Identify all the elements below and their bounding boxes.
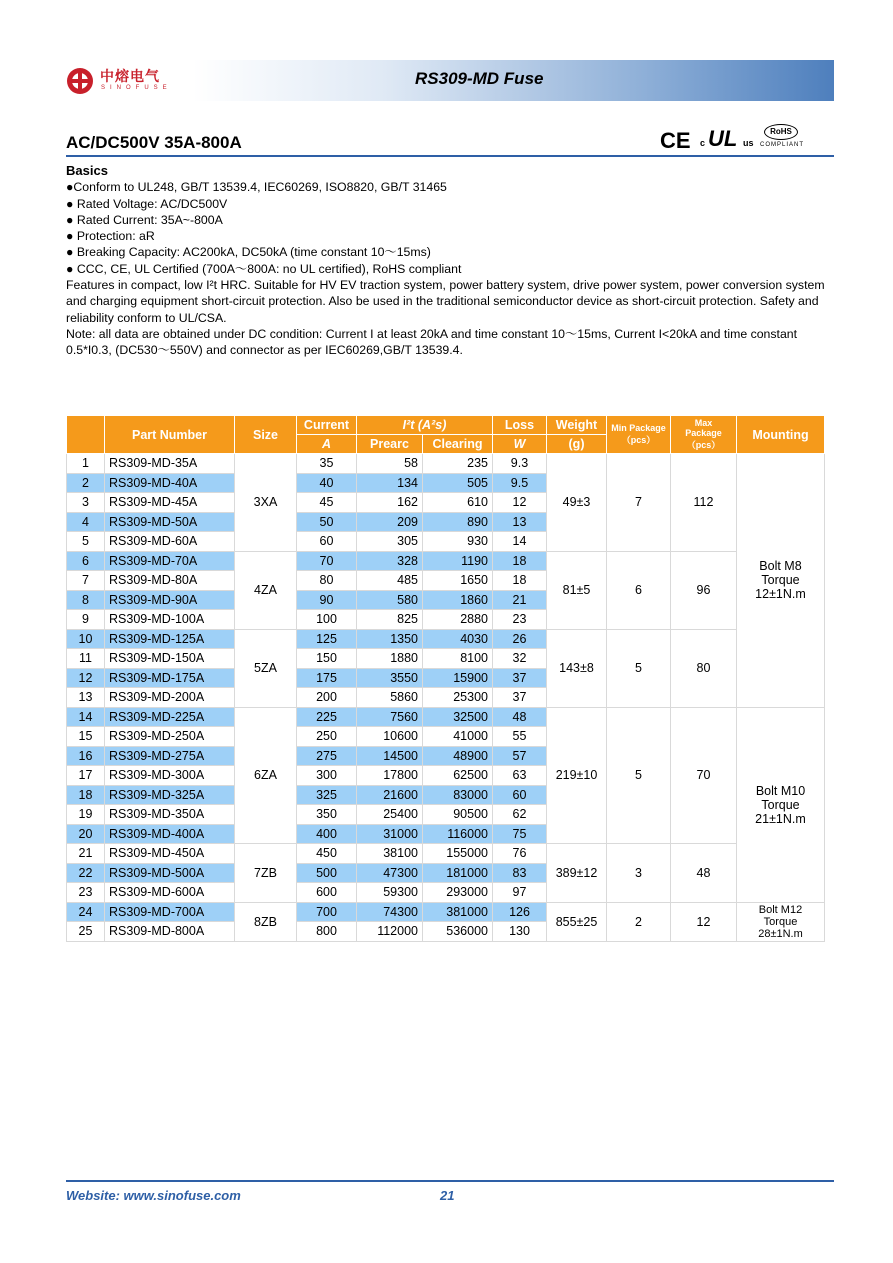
size-cell: 5ZA — [235, 629, 297, 707]
page-number: 21 — [440, 1188, 455, 1203]
clearing-cell: 8100 — [423, 649, 493, 669]
row-number: 11 — [67, 649, 105, 669]
loss-cell: 130 — [493, 922, 547, 942]
row-number: 21 — [67, 844, 105, 864]
min-cell: 5 — [607, 629, 671, 707]
header-min-package — [607, 416, 671, 454]
header-i2t: I²t (A²s) — [357, 416, 493, 435]
prearc-cell: 1880 — [357, 649, 423, 669]
current-cell: 300 — [297, 766, 357, 786]
current-cell: 50 — [297, 512, 357, 532]
header-part-number: Part Number — [105, 416, 235, 454]
current-cell: 275 — [297, 746, 357, 766]
max-cell: 112 — [671, 454, 737, 552]
row-number: 23 — [67, 883, 105, 903]
size-cell: 3XA — [235, 454, 297, 552]
table-row — [67, 844, 825, 864]
mounting-line: 12±1N.m — [755, 587, 806, 602]
spec-table — [66, 415, 825, 942]
loss-cell: 9.5 — [493, 473, 547, 493]
note-paragraph: Note: all data are obtained under DC condition: Current I at least 20kA and time constant 10～15ms, Current I<20kA and time constant 0.5*I0.3, (DC530～550V) and connector as per IEC60269,GB/T 13539.4. — [66, 326, 798, 358]
prearc-cell: 14500 — [357, 746, 423, 766]
clearing-cell: 1190 — [423, 551, 493, 571]
loss-cell: 48 — [493, 707, 547, 727]
rohs-mark-icon: RoHS — [764, 124, 798, 140]
loss-cell: 55 — [493, 727, 547, 747]
part-number-cell: RS309-MD-400A — [105, 824, 235, 844]
clearing-cell: 116000 — [423, 824, 493, 844]
max-cell: 96 — [671, 551, 737, 629]
basics-line: ● Protection: aR — [66, 229, 155, 244]
prearc-cell: 31000 — [357, 824, 423, 844]
prearc-cell: 1350 — [357, 629, 423, 649]
size-cell: 6ZA — [235, 707, 297, 844]
prearc-cell: 134 — [357, 473, 423, 493]
loss-cell: 37 — [493, 688, 547, 708]
current-cell: 60 — [297, 532, 357, 552]
mounting-cell — [737, 454, 825, 708]
part-number-cell: RS309-MD-50A — [105, 512, 235, 532]
basics-heading: Basics — [66, 163, 108, 178]
clearing-cell: 48900 — [423, 746, 493, 766]
current-cell: 80 — [297, 571, 357, 591]
loss-cell: 12 — [493, 493, 547, 513]
c-mark: c — [700, 138, 706, 148]
max-cell: 80 — [671, 629, 737, 707]
features-paragraph: Features in compact, low I²t HRC. Suitable for HV EV traction system, power battery system, drive power system, power conversion system and charging equipment short-circuit protection. Also be used in the traditional semiconductor device as short-circuit protection. Safety and reliability conform to UL/CSA. — [66, 278, 825, 325]
row-number: 9 — [67, 610, 105, 630]
prearc-cell: 485 — [357, 571, 423, 591]
loss-cell: 9.3 — [493, 454, 547, 474]
clearing-cell: 32500 — [423, 707, 493, 727]
part-number-cell: RS309-MD-500A — [105, 863, 235, 883]
header-clearing: Clearing — [423, 435, 493, 454]
current-cell: 600 — [297, 883, 357, 903]
prearc-cell: 10600 — [357, 727, 423, 747]
weight-cell: 143±8 — [547, 629, 607, 707]
prearc-cell: 825 — [357, 610, 423, 630]
mounting-line: Bolt M10 — [755, 783, 806, 798]
weight-cell: 389±12 — [547, 844, 607, 903]
header-min-package-label: Min Package — [611, 423, 666, 433]
weight-cell: 81±5 — [547, 551, 607, 629]
current-cell: 175 — [297, 668, 357, 688]
clearing-cell: 2880 — [423, 610, 493, 630]
clearing-cell: 62500 — [423, 766, 493, 786]
prearc-cell: 209 — [357, 512, 423, 532]
header-weight: Weight — [547, 416, 607, 435]
loss-cell: 97 — [493, 883, 547, 903]
ce-mark-icon: CE — [660, 128, 691, 153]
row-number: 19 — [67, 805, 105, 825]
loss-cell: 126 — [493, 902, 547, 922]
max-cell: 70 — [671, 707, 737, 844]
loss-cell: 60 — [493, 785, 547, 805]
clearing-cell: 610 — [423, 493, 493, 513]
table-row — [67, 454, 825, 474]
loss-cell: 76 — [493, 844, 547, 864]
prearc-cell: 305 — [357, 532, 423, 552]
prearc-cell: 74300 — [357, 902, 423, 922]
part-number-cell: RS309-MD-35A — [105, 454, 235, 474]
part-number-cell: RS309-MD-200A — [105, 688, 235, 708]
row-number: 7 — [67, 571, 105, 591]
clearing-cell: 505 — [423, 473, 493, 493]
prearc-cell: 112000 — [357, 922, 423, 942]
clearing-cell: 25300 — [423, 688, 493, 708]
footer-website: Website: www.sinofuse.com — [66, 1188, 241, 1203]
clearing-cell: 890 — [423, 512, 493, 532]
max-cell: 48 — [671, 844, 737, 903]
row-number: 13 — [67, 688, 105, 708]
part-number-cell: RS309-MD-40A — [105, 473, 235, 493]
row-number: 1 — [67, 454, 105, 474]
part-number-cell: RS309-MD-90A — [105, 590, 235, 610]
part-number-cell: RS309-MD-450A — [105, 844, 235, 864]
sinofuse-logo-icon — [66, 64, 100, 98]
prearc-cell: 47300 — [357, 863, 423, 883]
min-cell: 7 — [607, 454, 671, 552]
clearing-cell: 235 — [423, 454, 493, 474]
part-number-cell: RS309-MD-600A — [105, 883, 235, 903]
header-min-package-unit: （pcs） — [621, 435, 656, 445]
current-cell: 70 — [297, 551, 357, 571]
row-number: 25 — [67, 922, 105, 942]
part-number-cell: RS309-MD-175A — [105, 668, 235, 688]
part-number-cell: RS309-MD-45A — [105, 493, 235, 513]
part-number-cell: RS309-MD-80A — [105, 571, 235, 591]
size-cell: 4ZA — [235, 551, 297, 629]
row-number: 20 — [67, 824, 105, 844]
loss-cell: 21 — [493, 590, 547, 610]
mounting-line: Bolt M8 — [759, 559, 802, 574]
loss-cell: 23 — [493, 610, 547, 630]
min-cell: 3 — [607, 844, 671, 903]
clearing-cell: 4030 — [423, 629, 493, 649]
current-cell: 125 — [297, 629, 357, 649]
row-number: 24 — [67, 902, 105, 922]
prearc-cell: 328 — [357, 551, 423, 571]
table-row — [67, 629, 825, 649]
clearing-cell: 15900 — [423, 668, 493, 688]
header-max-package-label: Package — [685, 428, 722, 438]
header-prearc: Prearc — [357, 435, 423, 454]
current-cell: 325 — [297, 785, 357, 805]
product-title: RS309-MD Fuse — [415, 69, 544, 88]
part-number-cell: RS309-MD-125A — [105, 629, 235, 649]
max-cell: 12 — [671, 902, 737, 941]
header-current-unit: A — [297, 435, 357, 454]
loss-cell: 26 — [493, 629, 547, 649]
header-size: Size — [235, 416, 297, 454]
mounting-line: Bolt M12 — [758, 903, 803, 916]
mounting-line: 28±1N.m — [758, 927, 803, 940]
header-max-package-unit: （pcs） — [686, 440, 721, 450]
prearc-cell: 59300 — [357, 883, 423, 903]
part-number-cell: RS309-MD-60A — [105, 532, 235, 552]
basics-line: ● CCC, CE, UL Certified (700A～800A: no UL certified), RoHS compliant — [66, 261, 462, 276]
header-weight-unit: (g) — [547, 435, 607, 454]
weight-cell: 855±25 — [547, 902, 607, 941]
title-divider — [66, 155, 834, 157]
current-cell: 225 — [297, 707, 357, 727]
part-number-cell: RS309-MD-300A — [105, 766, 235, 786]
current-cell: 500 — [297, 863, 357, 883]
part-number-cell: RS309-MD-275A — [105, 746, 235, 766]
row-number: 17 — [67, 766, 105, 786]
basics-line: ● Rated Current: 35A~-800A — [66, 212, 223, 227]
page-title: AC/DC500V 35A-800A — [66, 133, 242, 152]
brand-name-cn: 中熔电气 — [100, 68, 160, 84]
header-no — [67, 416, 105, 454]
current-cell: 40 — [297, 473, 357, 493]
prearc-cell: 7560 — [357, 707, 423, 727]
clearing-cell: 1650 — [423, 571, 493, 591]
clearing-cell: 1860 — [423, 590, 493, 610]
table-row — [67, 902, 825, 922]
part-number-cell: RS309-MD-700A — [105, 902, 235, 922]
rohs-compliant-text: COMPLIANT — [760, 142, 805, 148]
row-number: 22 — [67, 863, 105, 883]
mounting-line: Torque — [761, 573, 800, 588]
prearc-cell: 5860 — [357, 688, 423, 708]
loss-cell: 18 — [493, 551, 547, 571]
prearc-cell: 3550 — [357, 668, 423, 688]
mounting-line: 21±1N.m — [755, 811, 806, 826]
basics-section — [66, 163, 836, 359]
header-max-package — [671, 416, 737, 454]
clearing-cell: 155000 — [423, 844, 493, 864]
min-cell: 6 — [607, 551, 671, 629]
loss-cell: 83 — [493, 863, 547, 883]
prearc-cell: 38100 — [357, 844, 423, 864]
brand-name-en: SINOFUSE — [101, 85, 172, 91]
loss-cell: 13 — [493, 512, 547, 532]
header-loss-unit: W — [493, 435, 547, 454]
current-cell: 200 — [297, 688, 357, 708]
row-number: 2 — [67, 473, 105, 493]
prearc-cell: 58 — [357, 454, 423, 474]
clearing-cell: 293000 — [423, 883, 493, 903]
loss-cell: 18 — [493, 571, 547, 591]
clearing-cell: 181000 — [423, 863, 493, 883]
ul-mark-icon: UL — [708, 126, 738, 151]
clearing-cell: 930 — [423, 532, 493, 552]
current-cell: 700 — [297, 902, 357, 922]
current-cell: 400 — [297, 824, 357, 844]
mounting-line: Torque — [761, 797, 800, 812]
row-number: 10 — [67, 629, 105, 649]
row-number: 3 — [67, 493, 105, 513]
current-cell: 90 — [297, 590, 357, 610]
prearc-cell: 580 — [357, 590, 423, 610]
row-number: 18 — [67, 785, 105, 805]
prearc-cell: 21600 — [357, 785, 423, 805]
prearc-cell: 162 — [357, 493, 423, 513]
mounting-cell — [737, 707, 825, 902]
header-current: Current — [297, 416, 357, 435]
row-number: 14 — [67, 707, 105, 727]
current-cell: 100 — [297, 610, 357, 630]
header-mounting: Mounting — [737, 416, 825, 454]
weight-cell: 49±3 — [547, 454, 607, 552]
row-number: 5 — [67, 532, 105, 552]
current-cell: 350 — [297, 805, 357, 825]
table-row — [67, 707, 825, 727]
header-max-label: Max — [694, 418, 713, 428]
part-number-cell: RS309-MD-70A — [105, 551, 235, 571]
loss-cell: 37 — [493, 668, 547, 688]
weight-cell: 219±10 — [547, 707, 607, 844]
part-number-cell: RS309-MD-150A — [105, 649, 235, 669]
row-number: 16 — [67, 746, 105, 766]
row-number: 6 — [67, 551, 105, 571]
part-number-cell: RS309-MD-800A — [105, 922, 235, 942]
clearing-cell: 381000 — [423, 902, 493, 922]
header-loss: Loss — [493, 416, 547, 435]
min-cell: 2 — [607, 902, 671, 941]
loss-cell: 75 — [493, 824, 547, 844]
size-cell: 8ZB — [235, 902, 297, 941]
row-number: 4 — [67, 512, 105, 532]
basics-line: ●Conform to UL248, GB/T 13539.4, IEC60269, ISO8820, GB/T 31465 — [66, 180, 447, 195]
loss-cell: 14 — [493, 532, 547, 552]
clearing-cell: 90500 — [423, 805, 493, 825]
loss-cell: 63 — [493, 766, 547, 786]
clearing-cell: 536000 — [423, 922, 493, 942]
basics-line: ● Rated Voltage: AC/DC500V — [66, 196, 228, 211]
part-number-cell: RS309-MD-250A — [105, 727, 235, 747]
row-number: 12 — [67, 668, 105, 688]
clearing-cell: 41000 — [423, 727, 493, 747]
current-cell: 35 — [297, 454, 357, 474]
current-cell: 45 — [297, 493, 357, 513]
prearc-cell: 17800 — [357, 766, 423, 786]
mounting-cell — [737, 902, 825, 941]
loss-cell: 57 — [493, 746, 547, 766]
row-number: 8 — [67, 590, 105, 610]
part-number-cell: RS309-MD-325A — [105, 785, 235, 805]
row-number: 15 — [67, 727, 105, 747]
basics-line: ● Breaking Capacity: AC200kA, DC50kA (time constant 10～15ms) — [66, 245, 431, 260]
loss-cell: 62 — [493, 805, 547, 825]
clearing-cell: 83000 — [423, 785, 493, 805]
current-cell: 150 — [297, 649, 357, 669]
loss-cell: 32 — [493, 649, 547, 669]
us-mark: us — [743, 138, 754, 148]
certification-marks — [660, 122, 810, 154]
mounting-line: Torque — [763, 915, 798, 928]
current-cell: 450 — [297, 844, 357, 864]
current-cell: 250 — [297, 727, 357, 747]
size-cell: 7ZB — [235, 844, 297, 903]
part-number-cell: RS309-MD-350A — [105, 805, 235, 825]
spec-table-body — [67, 454, 825, 942]
part-number-cell: RS309-MD-100A — [105, 610, 235, 630]
table-row — [67, 551, 825, 571]
min-cell: 5 — [607, 707, 671, 844]
current-cell: 800 — [297, 922, 357, 942]
footer-divider — [66, 1180, 834, 1182]
part-number-cell: RS309-MD-225A — [105, 707, 235, 727]
prearc-cell: 25400 — [357, 805, 423, 825]
